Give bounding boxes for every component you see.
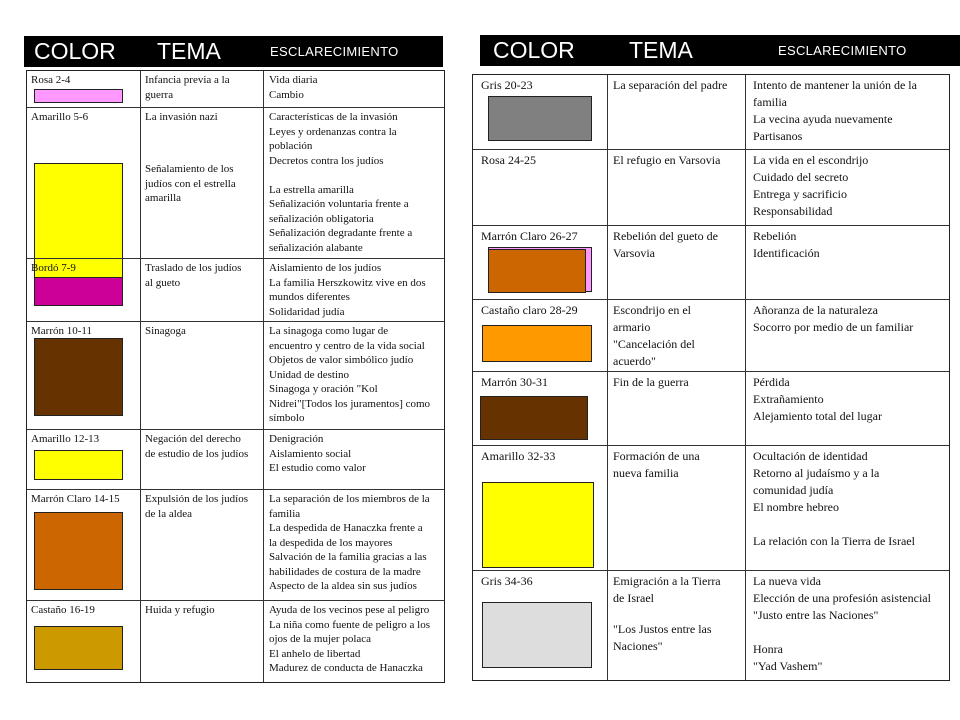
right-header-esclarecimiento: ESCLARECIMIENTO — [778, 43, 907, 58]
color-swatch — [34, 89, 123, 103]
esclarecimiento-line: encuentro y centro de la vida social — [269, 339, 425, 352]
left-table-row — [27, 107, 444, 258]
tema-extra-text — [613, 621, 712, 655]
esclarecimiento-text — [269, 324, 430, 426]
esclarecimiento-line: ojos de la mujer polaca — [269, 633, 372, 645]
tema-text — [145, 110, 218, 125]
tema-line: guerra — [145, 88, 174, 101]
esclarecimiento-line: símbolo — [269, 412, 305, 424]
right-table-row — [473, 149, 949, 225]
esclarecimiento-line: El anhelo de libertad — [269, 647, 361, 660]
color-label: Rosa 24-25 — [481, 153, 536, 167]
esclarecimiento-line: Solidaridad judía — [269, 305, 345, 318]
esclarecimiento-text — [269, 492, 430, 594]
esclarecimiento-text — [269, 110, 412, 255]
tema-line: La separación del padre — [613, 78, 728, 92]
tema-text — [613, 573, 721, 607]
esclarecimiento-line: Madurez de conducta de Hanaczka — [269, 662, 423, 674]
color-label: Amarillo 12-13 — [31, 433, 100, 445]
color-label: Marrón Claro 14-15 — [31, 493, 120, 505]
esclarecimiento-line: Características de la invasión — [269, 111, 398, 123]
left-table-row — [27, 600, 444, 684]
esclarecimiento-line: Leyes y ordenanzas contra la — [269, 125, 397, 138]
esclarecimiento-text — [753, 448, 915, 550]
esclarecimiento-text — [753, 152, 868, 220]
esclarecimiento-line: Retorno al judaísmo y a la — [753, 466, 880, 480]
esclarecimiento-line: comunidad judía — [753, 483, 834, 497]
tema-line: al gueto — [145, 276, 181, 289]
esclarecimiento-line: Cambio — [269, 88, 304, 101]
esclarecimiento-line: Señalización degradante frente a — [269, 227, 413, 239]
color-label: Castaño claro 28-29 — [481, 303, 578, 317]
esclarecimiento-text — [753, 228, 820, 262]
color-swatch — [34, 512, 123, 590]
esclarecimiento-line: Socorro por medio de un familiar — [753, 320, 914, 334]
esclarecimiento-line: Unidad de destino — [269, 368, 350, 381]
color-label: Amarillo 32-33 — [481, 449, 556, 463]
esclarecimiento-line: El estudio como valor — [269, 462, 366, 474]
tema-line: de estudio de los judíos — [145, 447, 249, 460]
esclarecimiento-line: Intento de mantener la unión de la — [753, 78, 917, 92]
esclarecimiento-text — [269, 261, 426, 319]
color-swatch — [488, 96, 592, 141]
color-swatch — [482, 325, 592, 362]
tema-extra-text — [145, 162, 236, 206]
tema-line: "Los Justos entre las — [613, 622, 712, 636]
tema-text — [145, 261, 241, 290]
esclarecimiento-line: habilidades de costura de la madre — [269, 565, 421, 578]
esclarecimiento-line: señalización alabante — [269, 241, 363, 254]
color-label: Castaño 16-19 — [31, 604, 95, 616]
color-swatch — [34, 338, 123, 416]
right-header-bar — [480, 35, 960, 66]
left-header-bar — [24, 36, 443, 67]
tema-line: Fin de la guerra — [613, 375, 689, 389]
esclarecimiento-line: La sinagoga como lugar de — [269, 325, 389, 337]
right-header-tema: TEMA — [629, 37, 693, 63]
esclarecimiento-line: La vida en el escondrijo — [753, 153, 869, 167]
esclarecimiento-line: La despedida de Hanaczka frente a — [269, 522, 423, 534]
color-label: Rosa 2-4 — [31, 74, 71, 86]
esclarecimiento-line: La nueva vida — [753, 574, 821, 588]
tema-line: Emigración a la Tierra — [613, 574, 721, 588]
tema-text — [613, 374, 689, 391]
tema-line: nueva familia — [613, 466, 679, 480]
tema-line: "Cancelación del — [613, 337, 695, 351]
tema-line: El refugio en Varsovia — [613, 153, 721, 167]
esclarecimiento-line: "Justo entre las Naciones" — [753, 608, 879, 622]
esclarecimiento-line: mundos diferentes — [269, 291, 350, 303]
tema-text — [613, 77, 727, 94]
tema-line: armario — [613, 320, 651, 334]
tema-line: de la aldea — [145, 507, 193, 520]
esclarecimiento-line: Salvación de la familia gracias a las — [269, 551, 427, 563]
left-table-row — [27, 258, 444, 321]
esclarecimiento-line: Vida diaria — [269, 74, 318, 86]
esclarecimiento-line: Extrañamiento — [753, 392, 824, 406]
color-label: Marrón 30-31 — [481, 375, 548, 389]
esclarecimiento-text — [753, 374, 882, 425]
esclarecimiento-line: Ayuda de los vecinos pese al peligro — [269, 604, 430, 616]
esclarecimiento-line: Elección de una profesión asistencial — [753, 591, 931, 605]
esclarecimiento-line: Decretos contra los judíos — [269, 154, 384, 167]
color-swatch — [482, 482, 594, 568]
color-swatch — [482, 602, 592, 668]
left-header-tema: TEMA — [157, 38, 221, 64]
esclarecimiento-line — [753, 516, 915, 533]
color-label: Gris 34-36 — [481, 574, 533, 588]
esclarecimiento-line: Añoranza de la naturaleza — [753, 303, 878, 317]
left-header-color: COLOR — [34, 38, 116, 64]
esclarecimiento-text — [753, 573, 931, 675]
tema-line: Naciones" — [613, 639, 663, 653]
color-swatch — [34, 626, 123, 670]
left-table — [26, 70, 445, 683]
esclarecimiento-line: La niña como fuente de peligro a los — [269, 618, 430, 631]
color-label: Bordó 7-9 — [31, 262, 76, 274]
tema-line: de Israel — [613, 591, 654, 605]
esclarecimiento-line: Rebelión — [753, 229, 797, 243]
esclarecimiento-line: familia — [269, 507, 301, 520]
left-table-row — [27, 429, 444, 489]
esclarecimiento-line: La familia Herszkowitz vive en dos — [269, 276, 426, 289]
esclarecimiento-line: señalización obligatoria — [269, 212, 374, 225]
tema-text — [145, 432, 248, 461]
esclarecimiento-line: Honra — [753, 642, 783, 656]
tema-line: Señalamiento de los — [145, 163, 234, 175]
esclarecimiento-line: Ocultación de identidad — [753, 449, 868, 463]
esclarecimiento-line: Nidrei"[Todos los juramentos] como — [269, 397, 431, 410]
tema-text — [145, 324, 186, 339]
right-table-row — [473, 570, 949, 682]
esclarecimiento-line: Aislamiento social — [269, 447, 352, 460]
color-label: Marrón Claro 26-27 — [481, 229, 578, 243]
tema-line: Sinagoga — [145, 325, 186, 337]
tema-line: Formación de una — [613, 449, 700, 463]
esclarecimiento-line — [269, 168, 412, 183]
color-swatch — [480, 396, 588, 440]
right-table — [472, 74, 950, 681]
color-swatch — [34, 450, 123, 480]
esclarecimiento-line: Pérdida — [753, 375, 790, 389]
esclarecimiento-line: Responsabilidad — [753, 204, 833, 218]
esclarecimiento-line: Aislamiento de los judíos — [269, 262, 382, 274]
esclarecimiento-line: Alejamiento total del lugar — [753, 409, 882, 423]
esclarecimiento-text — [753, 302, 913, 336]
tema-text — [613, 228, 718, 262]
tema-text — [145, 492, 248, 521]
right-table-row — [473, 299, 949, 371]
tema-text — [613, 152, 720, 169]
right-table-row — [473, 225, 949, 299]
tema-line: Escondrijo en el — [613, 303, 691, 317]
tema-text — [145, 73, 230, 102]
esclarecimiento-text — [753, 77, 917, 145]
tema-line: Expulsión de los judíos — [145, 493, 248, 505]
esclarecimiento-line: La vecina ayuda nuevamente — [753, 112, 893, 126]
esclarecimiento-line: La relación con la Tierra de Israel — [753, 534, 915, 548]
esclarecimiento-line: la despedida de los mayores — [269, 536, 393, 549]
esclarecimiento-line: Identificación — [753, 246, 820, 260]
esclarecimiento-line: Aspecto de la aldea sin sus judíos — [269, 580, 417, 592]
esclarecimiento-line: Partisanos — [753, 129, 803, 143]
esclarecimiento-line: Cuidado del secreto — [753, 170, 849, 184]
tema-text — [145, 603, 215, 618]
tema-line: Infancia previa a la — [145, 74, 230, 86]
esclarecimiento-line: familia — [753, 95, 787, 109]
right-table-row — [473, 371, 949, 445]
tema-line: Rebelión del gueto de — [613, 229, 718, 243]
esclarecimiento-line: La estrella amarilla — [269, 183, 354, 196]
tema-line: amarilla — [145, 192, 182, 204]
left-table-row — [27, 321, 444, 429]
right-table-row — [473, 445, 949, 570]
esclarecimiento-text — [269, 603, 430, 676]
esclarecimiento-line: Señalización voluntaria frente a — [269, 198, 409, 210]
tema-text — [613, 448, 700, 482]
tema-line: Negación del derecho — [145, 433, 241, 445]
esclarecimiento-line: Sinagoga y oración "Kol — [269, 383, 378, 395]
tema-line: Traslado de los judíos — [145, 262, 242, 274]
esclarecimiento-text — [269, 432, 366, 476]
left-header-esclarecimiento: ESCLARECIMIENTO — [270, 44, 399, 59]
color-swatch — [34, 277, 123, 306]
esclarecimiento-line — [753, 624, 931, 641]
color-label: Gris 20-23 — [481, 78, 533, 92]
color-label: Marrón 10-11 — [31, 325, 92, 337]
esclarecimiento-text — [269, 73, 318, 102]
tema-line: acuerdo" — [613, 354, 656, 368]
tema-line: Huida y refugio — [145, 604, 215, 616]
esclarecimiento-line: La separación de los miembros de la — [269, 493, 430, 505]
left-table-row — [27, 489, 444, 600]
color-label: Amarillo 5-6 — [31, 111, 89, 123]
esclarecimiento-line: El nombre hebreo — [753, 500, 839, 514]
right-table-row — [473, 75, 949, 149]
esclarecimiento-line: población — [269, 140, 313, 152]
esclarecimiento-line: Objetos de valor simbólico judío — [269, 354, 414, 366]
tema-text — [613, 302, 695, 370]
tema-line: La invasión nazi — [145, 111, 218, 123]
esclarecimiento-line: Denigración — [269, 433, 324, 445]
tema-line: Varsovia — [613, 246, 655, 260]
color-swatch — [488, 249, 586, 293]
esclarecimiento-line: "Yad Vashem" — [753, 659, 823, 673]
right-header-color: COLOR — [493, 37, 575, 63]
tema-line: judíos con el estrella — [145, 177, 236, 190]
esclarecimiento-line: Entrega y sacrificio — [753, 187, 847, 201]
left-table-row — [27, 71, 444, 107]
